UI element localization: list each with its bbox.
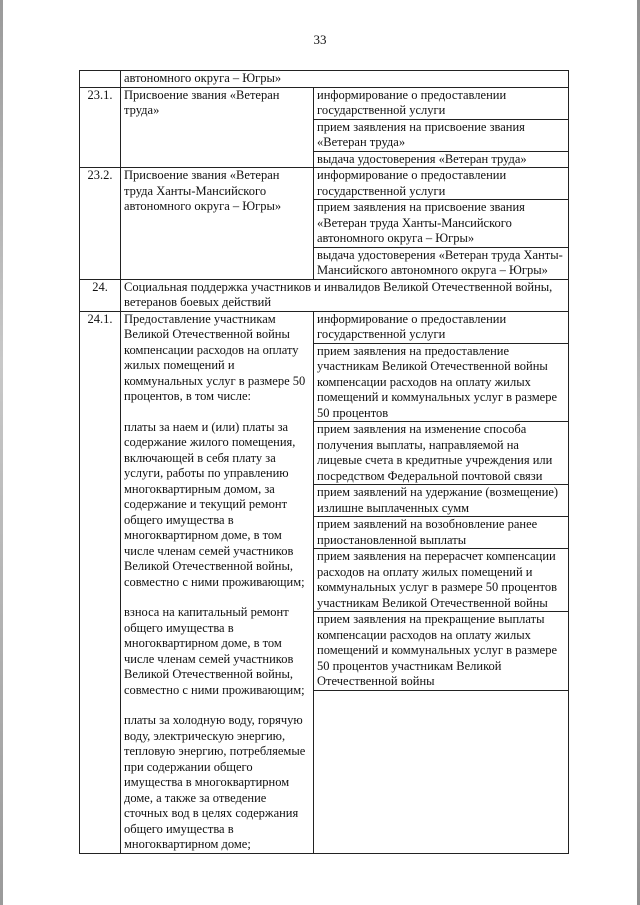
service-paragraph: взноса на капитальный ремонт общего имущества в многоквартирном доме, в том числе членам семей участников Великой Отечественной войны, совместно с ними проживающим;: [124, 605, 305, 697]
stage-item: прием заявления на прекращение выплаты компенсации расходов на оплату жилых помещений и коммунальных услуг в размере 50 процентов участникам Великой Отечественной войны: [314, 611, 568, 691]
row-continuation-text: автономного округа – Югры»: [121, 71, 569, 88]
table-row-continuation: [80, 71, 569, 88]
stage-item: выдача удостоверения «Ветеран труда»: [314, 151, 568, 168]
service-paragraph: Предоставление участникам Великой Отечественной войны компенсации расходов на оплату жилых помещений и коммунальных услуг в размере 50 процентов, в том числе:: [124, 311, 306, 403]
page-number: 33: [313, 32, 327, 47]
stage-item: прием заявления на изменение способа получения выплаты, направляемой на лицевые счета в кредитные учреждения или посредством Федеральной почтовой связи: [314, 421, 568, 484]
stage-item: прием заявления на присвоение звания «Ветеран труда»: [314, 119, 568, 151]
service-stages: [314, 168, 569, 280]
stage-item: информирование о предоставлении государственной услуги: [317, 87, 507, 117]
table-row-23-2: [80, 168, 569, 280]
row-number: 23.2.: [80, 168, 121, 280]
service-paragraph: платы за наем и (или) платы за содержание жилого помещения, включающей в себя плату за услуги, работы по управлению многоквартирным домом, за содержание и текущий ремонт общего имущества в многоквартирном доме, в том числе членам семей участников Великой Отечественной войны, совместно с ними проживающим;: [124, 419, 305, 589]
service-paragraph: платы за холодную воду, горячую воду, электрическую энергию, тепловую энергию, потребляемые при содержании общего имущества в многоквартирном доме, а также за отведение сточных вод в целях содержания общего имущества в многоквартирном доме;: [124, 713, 306, 851]
service-stages: [314, 87, 569, 168]
services-table: [79, 70, 569, 854]
table-row-24-1: [80, 311, 569, 853]
table-row-23-1: [80, 87, 569, 168]
service-name: [121, 311, 314, 853]
stage-item: выдача удостоверения «Ветеран труда Ханты-Мансийского автономного округа – Югры»: [314, 247, 568, 279]
service-name: Присвоение звания «Ветеран труда»: [121, 87, 314, 168]
row-number: 24.: [80, 279, 121, 311]
stage-item: прием заявлений на удержание (возмещение) излишне выплаченных сумм: [314, 484, 568, 516]
scan-edge-left: [0, 0, 3, 905]
stage-item: прием заявления на предоставление участникам Великой Отечественной войны компенсации расходов на оплату жилых помещений и коммунальных услуг в размере 50 процентов: [314, 343, 568, 422]
service-name: Присвоение звания «Ветеран труда Ханты-Мансийского автономного округа – Югры»: [121, 168, 314, 280]
row-number: [80, 71, 121, 88]
section-heading: Социальная поддержка участников и инвалидов Великой Отечественной войны, ветеранов боевых действий: [121, 279, 569, 311]
stage-item: информирование о предоставлении государственной услуги: [317, 311, 507, 341]
stage-item: информирование о предоставлении государственной услуги: [317, 168, 507, 198]
stage-item: прием заявлений на возобновление ранее приостановленной выплаты: [314, 516, 568, 548]
row-number: 23.1.: [80, 87, 121, 168]
stage-item: прием заявления на присвоение звания «Ветеран труда Ханты-Мансийского автономного округа – Югры»: [314, 199, 568, 247]
service-stages: [314, 311, 569, 853]
table-row-24: [80, 279, 569, 311]
stage-item: прием заявления на перерасчет компенсации расходов на оплату жилых помещений и коммунальных услуг в размере 50 процентов участникам Великой Отечественной войны: [314, 548, 568, 611]
row-number: 24.1.: [80, 311, 121, 853]
